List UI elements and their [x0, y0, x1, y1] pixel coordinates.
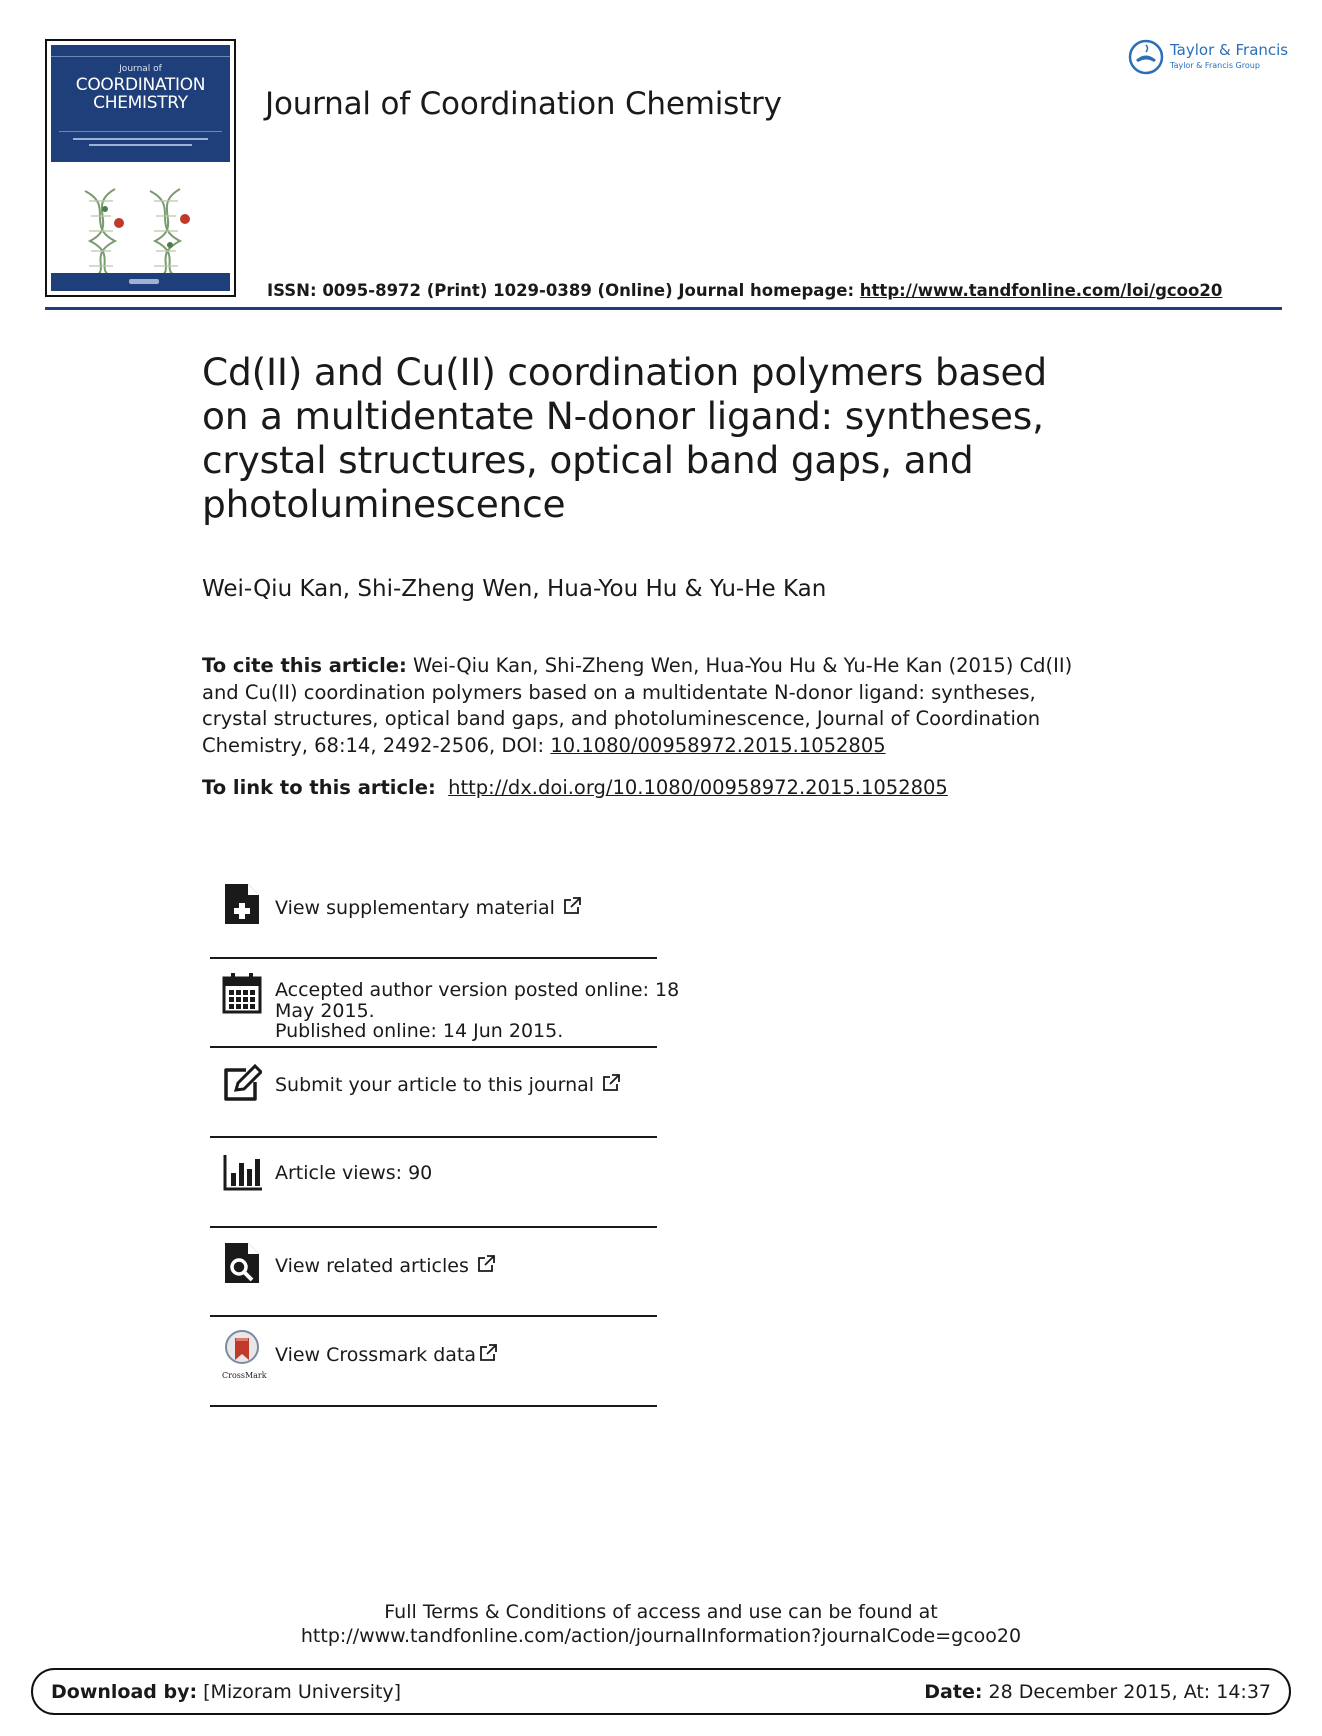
download-by [51, 1681, 401, 1703]
taylor-francis-logo[interactable] [1127, 38, 1287, 78]
cover-publisher-strip [51, 273, 230, 291]
item-divider [210, 1226, 657, 1228]
external-link-icon [602, 1074, 620, 1092]
date-value: 28 December 2015, At: 14:37 [982, 1681, 1271, 1703]
download-date [924, 1681, 1271, 1703]
document-search-icon [222, 1242, 262, 1284]
cover-editor-line [73, 138, 208, 140]
issn-line [267, 281, 1222, 300]
terms-and-conditions [0, 1600, 1322, 1648]
journal-homepage-link[interactable]: http://www.tandfonline.com/loi/gcoo20 [859, 281, 1223, 300]
molecule-illustration [75, 181, 205, 281]
cover-title-line2: CHEMISTRY [93, 93, 188, 113]
cite-label: To cite this article: [202, 654, 407, 677]
cover-editor-line [89, 144, 192, 146]
related-label: View related articles [275, 1255, 469, 1277]
article-link-line [202, 776, 948, 799]
external-link-icon [477, 1255, 495, 1273]
item-divider [210, 1136, 657, 1138]
publisher-group: Taylor & Francis Group [1170, 61, 1260, 70]
header-divider [45, 307, 1282, 310]
cover-editor-strip [59, 131, 222, 150]
date-label: Date: [924, 1681, 983, 1703]
download-value: [Mizoram University] [197, 1681, 402, 1703]
article-views-item [210, 1151, 657, 1196]
calendar-icon [222, 972, 262, 1014]
item-divider [210, 1046, 657, 1048]
submit-label: Submit your article to this journal [275, 1074, 595, 1096]
item-divider [210, 957, 657, 959]
accepted-date-line2: May 2015. [275, 999, 375, 1022]
bar-chart-icon [222, 1151, 262, 1193]
submit-article-item[interactable] [210, 1062, 657, 1112]
item-divider [210, 1405, 657, 1407]
issn-text: ISSN: 0095-8972 (Print) 1029-0389 (Online) Journal homepage: [267, 281, 860, 300]
cover-title-line1: COORDINATION [75, 75, 206, 95]
download-info-bar [31, 1668, 1291, 1715]
item-divider [210, 1315, 657, 1317]
journal-title: Journal of Coordination Chemistry [265, 86, 782, 122]
crossmark-label: View Crossmark data [275, 1344, 477, 1366]
article-views-label: Article views: 90 [275, 1162, 433, 1184]
accepted-date-line1: Accepted author version posted online: 18 [275, 979, 680, 1001]
supplementary-material-item[interactable] [210, 883, 657, 933]
article-authors: Wei-Qiu Kan, Shi-Zheng Wen, Hua-You Hu & Yu-He Kan [202, 576, 827, 602]
file-plus-icon [222, 883, 262, 925]
related-articles-item[interactable] [210, 1242, 657, 1288]
publisher-name: Taylor & Francis [1170, 41, 1289, 59]
published-date: Published online: 14 Jun 2015. [275, 1020, 564, 1042]
publication-dates-item [210, 972, 680, 1042]
journal-cover-image [45, 39, 236, 297]
cover-title-band [51, 45, 230, 162]
crossmark-icon [222, 1330, 262, 1372]
article-title: Cd(II) and Cu(II) coordination polymers based on a multidentate N-donor ligand: syntheses, crystal structures, optical band gaps, and photoluminescence [202, 350, 1048, 526]
citation-block [202, 653, 1102, 759]
link-label: To link to this article: [202, 776, 436, 799]
doi-link[interactable]: 10.1080/00958972.2015.1052805 [550, 733, 886, 757]
crossmark-caption: CrossMark [222, 1371, 267, 1380]
terms-url-link[interactable]: http://www.tandfonline.com/action/journalInformation?journalCode=gcoo20 [300, 1625, 1022, 1647]
publisher-lamp-icon [1127, 38, 1165, 76]
cover-top-strip [51, 48, 230, 57]
external-link-icon [563, 897, 581, 915]
edit-icon [222, 1062, 262, 1104]
article-url-link[interactable]: http://dx.doi.org/10.1080/00958972.2015.1052805 [448, 776, 948, 799]
crossmark-item[interactable] [210, 1330, 657, 1380]
cite-text: Wei-Qiu Kan, Shi-Zheng Wen, Hua-You Hu & Yu-He Kan (2015) Cd(II) and Cu(II) coordination polymers based on a multidentate N-donor ligand: syntheses, crystal structures, optical band gaps, and photoluminescence, Journal of Coordination Chemistry, 68:14, 2492-2506, DOI: [202, 654, 1073, 757]
supplementary-label: View supplementary material [275, 897, 555, 919]
cover-small-text: Journal of [119, 64, 162, 74]
download-label: Download by: [51, 1681, 198, 1703]
terms-line1: Full Terms & Conditions of access and use can be found at [384, 1601, 938, 1623]
external-link-icon [479, 1344, 497, 1362]
